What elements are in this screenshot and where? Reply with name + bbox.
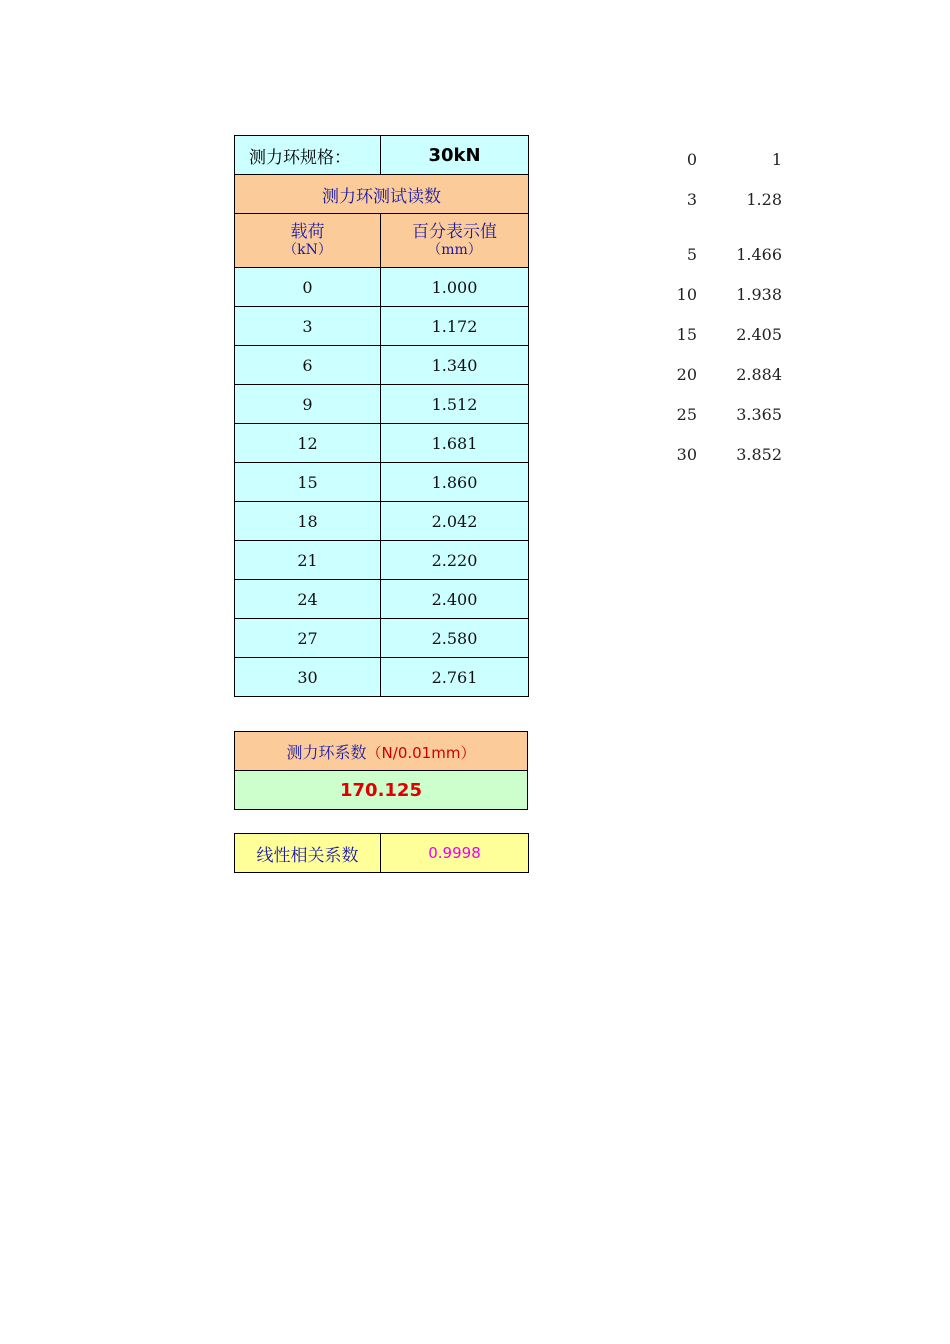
- side-x-value[interactable]: 5: [686, 245, 697, 264]
- side-y-value[interactable]: 1.28: [746, 190, 782, 209]
- side-y-value[interactable]: 3.365: [736, 405, 782, 424]
- calibration-table-body: [235, 136, 529, 697]
- dial-header-unit: （mm）: [427, 241, 482, 258]
- side-value-row: [660, 445, 790, 469]
- load-cell[interactable]: 6: [235, 346, 381, 385]
- reading-row: [235, 385, 529, 424]
- load-cell[interactable]: 15: [235, 463, 381, 502]
- side-x-value[interactable]: 3: [686, 190, 697, 209]
- reading-row: [235, 424, 529, 463]
- readings-title[interactable]: 测力环测试读数: [235, 175, 529, 214]
- side-x-value[interactable]: 30: [676, 445, 697, 464]
- side-x-value[interactable]: 10: [676, 285, 697, 304]
- load-column-header[interactable]: [235, 214, 381, 268]
- side-value-row: [660, 190, 790, 214]
- coefficient-title-cell[interactable]: [235, 732, 528, 771]
- readings-title-row: [235, 175, 529, 214]
- load-cell[interactable]: 0: [235, 268, 381, 307]
- side-value-row: [660, 245, 790, 269]
- dial-cell[interactable]: 1.860: [381, 463, 529, 502]
- reading-row: [235, 307, 529, 346]
- side-x-value[interactable]: 0: [686, 150, 697, 169]
- dial-header-name: 百分表示值: [412, 221, 497, 242]
- side-value-row: [660, 150, 790, 174]
- calibration-table: [234, 135, 529, 697]
- dial-cell[interactable]: 1.340: [381, 346, 529, 385]
- coefficient-title: 测力环系数: [286, 742, 367, 762]
- coefficient-table: [234, 731, 528, 810]
- side-y-value[interactable]: 1: [771, 150, 782, 169]
- spec-value[interactable]: 30kN: [381, 136, 529, 175]
- dial-cell[interactable]: 1.512: [381, 385, 529, 424]
- load-cell[interactable]: 9: [235, 385, 381, 424]
- side-y-value[interactable]: 1.466: [736, 245, 782, 264]
- load-cell[interactable]: 27: [235, 619, 381, 658]
- side-value-row: [660, 325, 790, 349]
- dial-cell[interactable]: 2.400: [381, 580, 529, 619]
- reading-row: [235, 619, 529, 658]
- load-cell[interactable]: 30: [235, 658, 381, 697]
- side-y-value[interactable]: 3.852: [736, 445, 782, 464]
- dial-cell[interactable]: 2.761: [381, 658, 529, 697]
- spec-row: [235, 136, 529, 175]
- reading-row: [235, 463, 529, 502]
- correlation-row: [235, 834, 529, 873]
- side-x-value[interactable]: 20: [676, 365, 697, 384]
- load-cell[interactable]: 3: [235, 307, 381, 346]
- correlation-table: [234, 833, 529, 873]
- coefficient-unit: （N/0.01mm）: [366, 743, 476, 762]
- dial-column-header[interactable]: [381, 214, 529, 268]
- load-cell[interactable]: 24: [235, 580, 381, 619]
- dial-cell[interactable]: 1.681: [381, 424, 529, 463]
- dial-cell[interactable]: 2.580: [381, 619, 529, 658]
- reading-row: [235, 658, 529, 697]
- correlation-value[interactable]: 0.9998: [381, 834, 529, 873]
- load-cell[interactable]: 18: [235, 502, 381, 541]
- spec-label[interactable]: 测力环规格：: [235, 136, 381, 175]
- coefficient-value-row: [235, 771, 528, 810]
- coefficient-value[interactable]: 170.125: [235, 771, 528, 810]
- load-header-name: 载荷: [290, 221, 325, 242]
- load-cell[interactable]: 21: [235, 541, 381, 580]
- correlation-label[interactable]: 线性相关系数: [235, 834, 381, 873]
- side-value-row: [660, 285, 790, 309]
- side-y-value[interactable]: 2.405: [736, 325, 782, 344]
- column-header-row: [235, 214, 529, 268]
- side-y-value[interactable]: 2.884: [736, 365, 782, 384]
- side-value-row: [660, 405, 790, 429]
- reading-row: [235, 541, 529, 580]
- dial-cell[interactable]: 2.220: [381, 541, 529, 580]
- side-value-row: [660, 365, 790, 389]
- dial-cell[interactable]: 1.172: [381, 307, 529, 346]
- load-cell[interactable]: 12: [235, 424, 381, 463]
- dial-cell[interactable]: 1.000: [381, 268, 529, 307]
- coefficient-title-row: [235, 732, 528, 771]
- side-x-value[interactable]: 15: [676, 325, 697, 344]
- reading-row: [235, 502, 529, 541]
- side-y-value[interactable]: 1.938: [736, 285, 782, 304]
- load-header-unit: （kN）: [283, 241, 332, 258]
- reading-row: [235, 268, 529, 307]
- side-x-value[interactable]: 25: [676, 405, 697, 424]
- reading-row: [235, 580, 529, 619]
- dial-cell[interactable]: 2.042: [381, 502, 529, 541]
- reading-row: [235, 346, 529, 385]
